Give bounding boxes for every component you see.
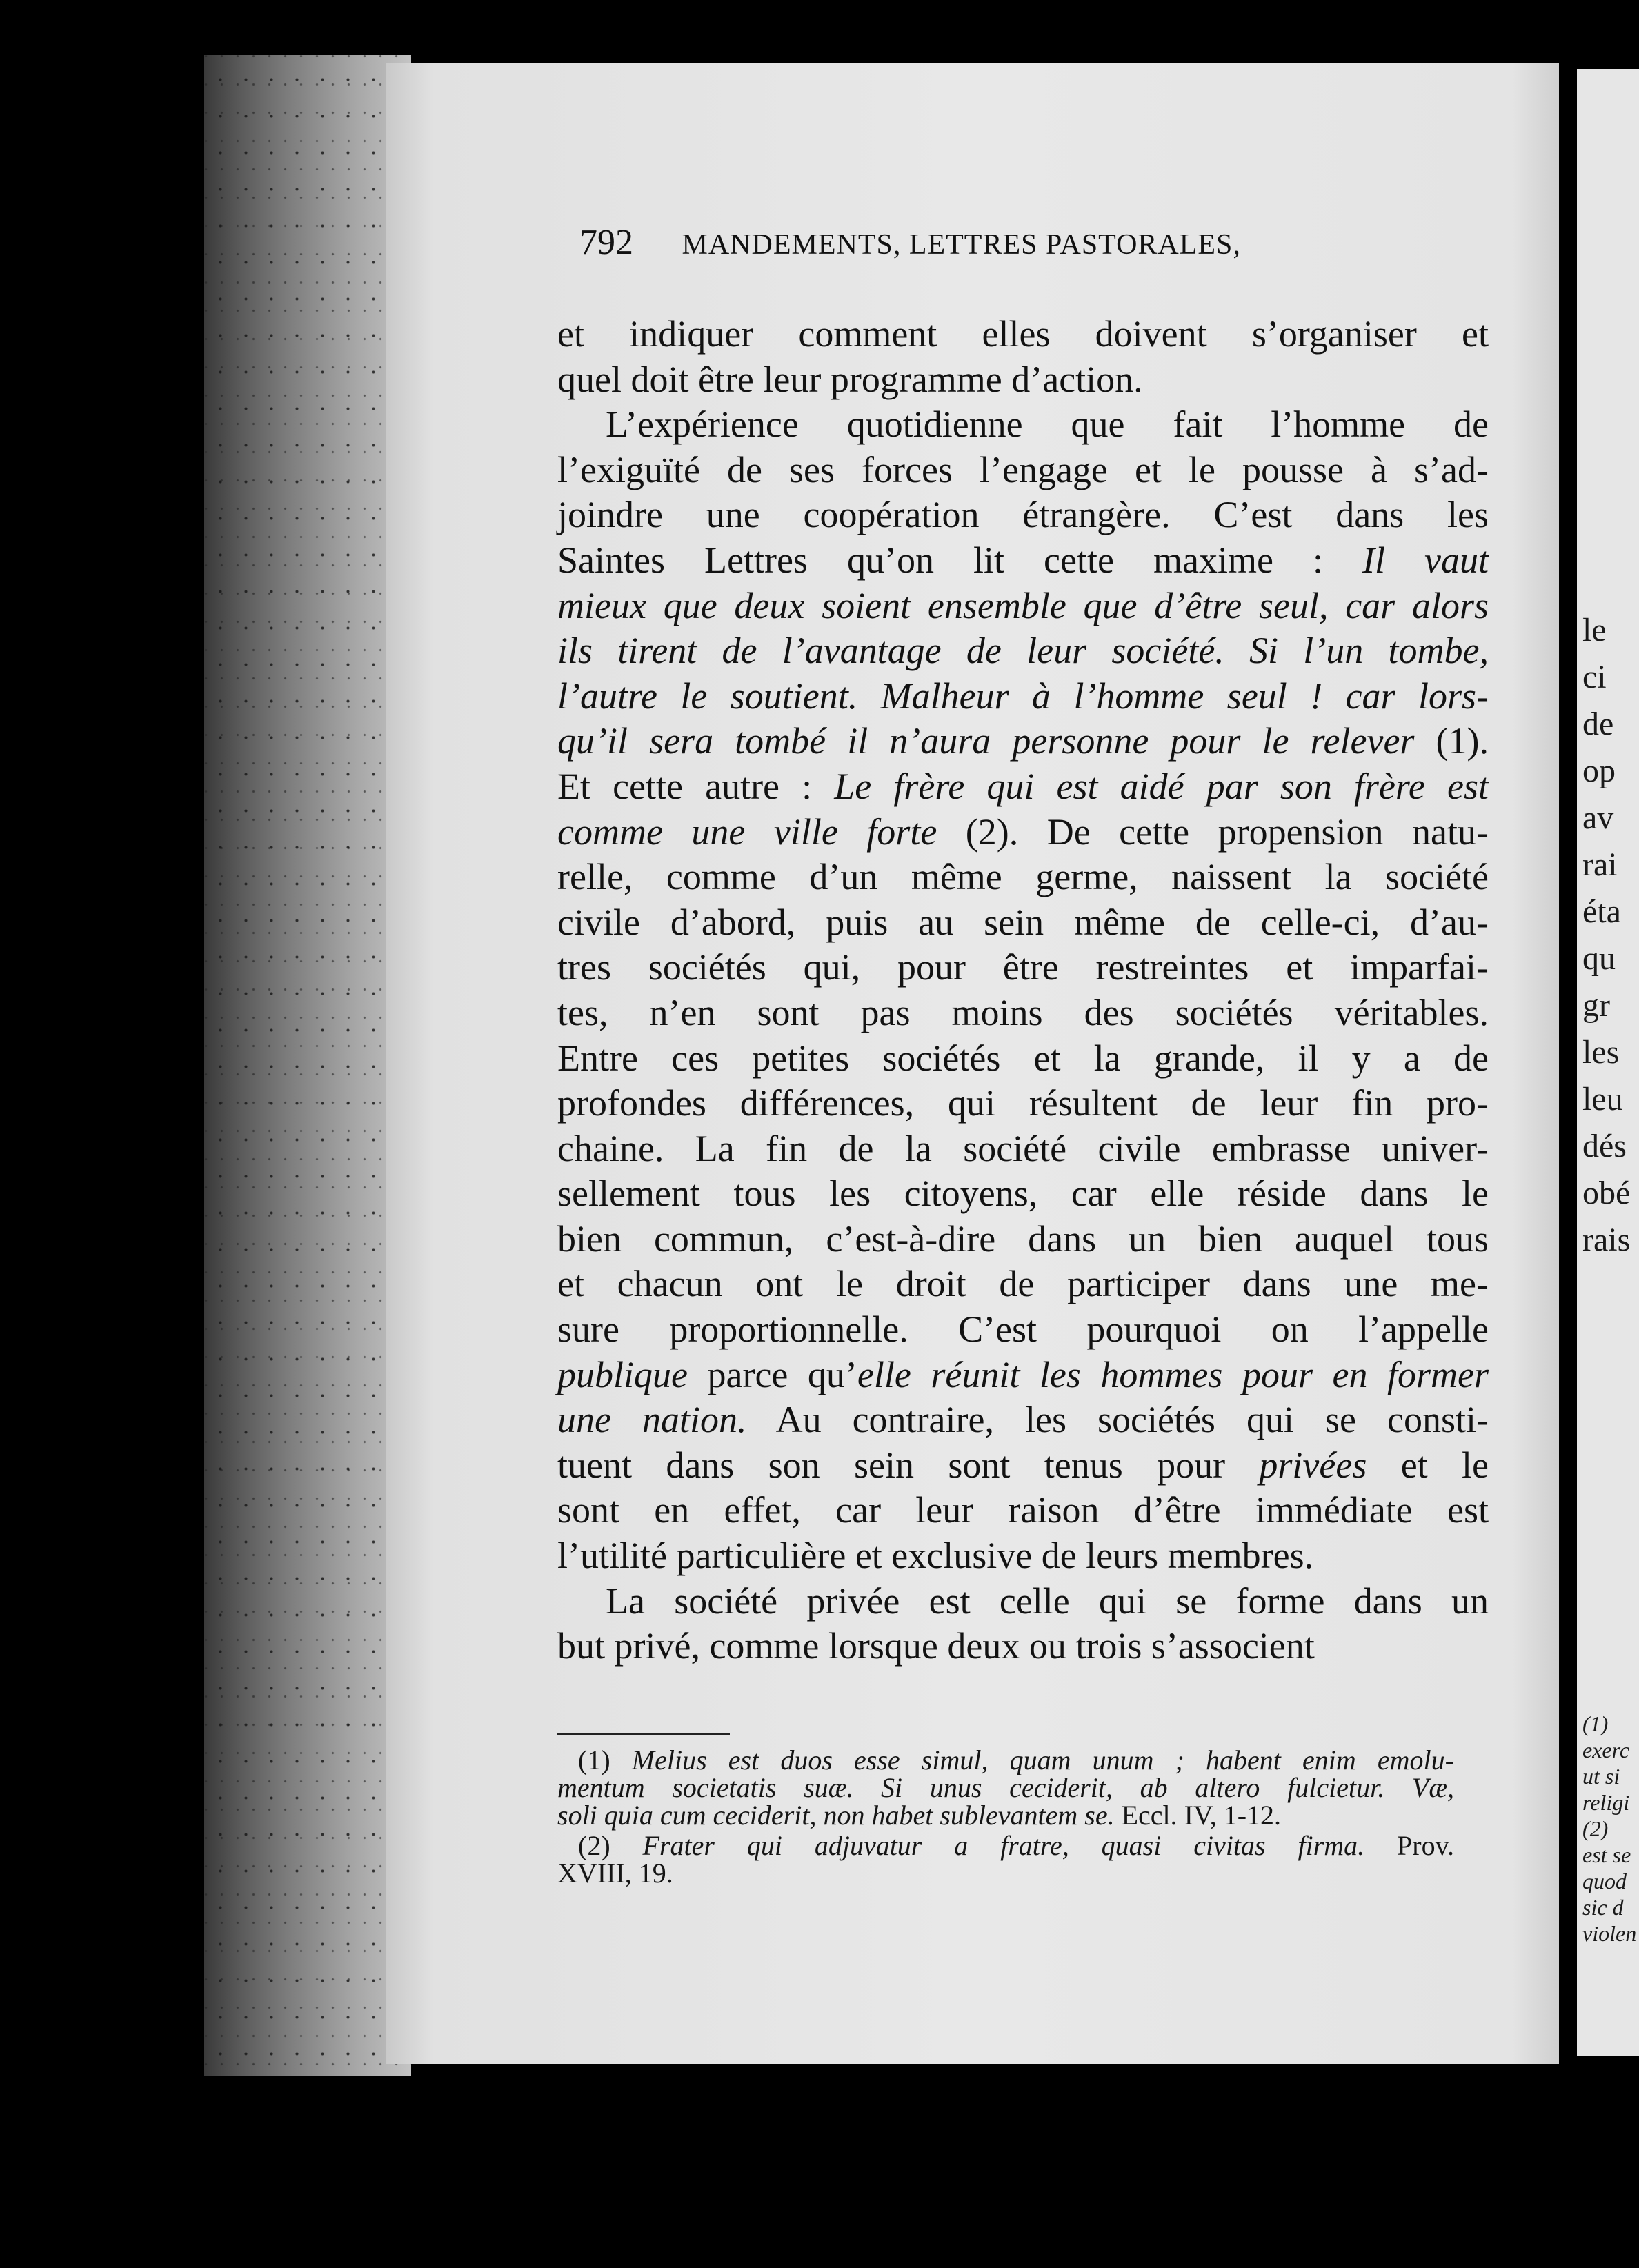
text-line xyxy=(557,1533,1489,1579)
text-line xyxy=(557,719,1489,764)
text-line xyxy=(557,1353,1489,1398)
next-page-note-fragment: est se xyxy=(1582,1842,1631,1867)
text-line xyxy=(557,584,1489,629)
next-page-word-fragment: dés xyxy=(1582,1128,1627,1164)
text-run: tes, n’en sont pas moins des sociétés véritables. xyxy=(557,991,1489,1033)
text-line xyxy=(557,1171,1489,1217)
next-page-note-fragment: religi xyxy=(1582,1790,1630,1815)
text-run: l’utilité particulière et exclusive de leurs membres. xyxy=(557,1535,1314,1577)
text-line xyxy=(557,1217,1489,1262)
italic-text: elle réunit les hommes pour en former xyxy=(857,1353,1489,1395)
running-head xyxy=(579,222,1387,263)
text-line xyxy=(557,312,1489,357)
text-run: Au contraire, les sociétés qui se consti- xyxy=(746,1399,1489,1441)
text-run: parce qu’ xyxy=(687,1353,857,1395)
text-run: Eccl. IV, 1-12. xyxy=(1114,1800,1282,1831)
text-run: profondes différences, qui résultent de leur fin pro- xyxy=(557,1082,1489,1124)
text-line xyxy=(557,810,1489,855)
text-run: Saintes Lettres qu’on lit cette maxime : xyxy=(557,539,1362,581)
text-run: relle, comme d’un même germe, naissent la société xyxy=(557,856,1489,898)
italic-text: privées xyxy=(1259,1444,1367,1486)
text-run: La société privée est celle qui se forme dans un xyxy=(606,1580,1489,1622)
text-run: quel doit être leur programme d’action. xyxy=(557,358,1143,400)
text-run: civile d’abord, puis au sein même de celle-ci, d’au- xyxy=(557,901,1489,943)
text-line xyxy=(557,1488,1489,1533)
next-page-body-fragment xyxy=(1582,607,1630,1264)
text-line xyxy=(557,357,1489,403)
next-page-note-fragment: sic d xyxy=(1582,1895,1624,1920)
text-run: l’exiguïté de ses forces l’engage et le pousse à s’ad- xyxy=(557,448,1489,490)
text-line xyxy=(557,538,1489,584)
text-line xyxy=(557,1397,1489,1443)
text-line xyxy=(557,402,1489,448)
footnote-line xyxy=(557,1860,1454,1887)
text-run: (1) xyxy=(578,1744,632,1775)
next-page-note-fragment: violen xyxy=(1582,1921,1637,1946)
text-run: chaine. La fin de la société civile embrasse univer- xyxy=(557,1127,1489,1169)
italic-text: soli quia cum ceciderit, non habet sublevantem se. xyxy=(557,1800,1115,1831)
next-page-note-fragment: quod xyxy=(1582,1869,1627,1893)
body-text xyxy=(557,312,1489,1669)
text-run: Et cette autre : xyxy=(557,765,835,807)
text-run: et le xyxy=(1367,1444,1489,1486)
footnote-line xyxy=(557,1832,1454,1860)
text-line xyxy=(557,1262,1489,1307)
next-page-word-fragment: rais xyxy=(1582,1222,1631,1258)
footnote-line xyxy=(557,1802,1454,1829)
next-page-word-fragment: av xyxy=(1582,799,1614,836)
text-line xyxy=(557,1307,1489,1353)
text-run: et indiquer comment elles doivent s’organiser et xyxy=(557,313,1489,355)
text-line xyxy=(557,1624,1489,1669)
text-run: sont en effet, car leur raison d’être immédiate est xyxy=(557,1489,1489,1531)
text-run: tres sociétés qui, pour être restreintes et imparfai- xyxy=(557,946,1489,988)
text-line xyxy=(557,764,1489,810)
text-run: Prov. xyxy=(1364,1830,1455,1861)
italic-text: comme une ville forte xyxy=(557,810,937,853)
text-line xyxy=(557,1443,1489,1489)
next-page-word-fragment: leu xyxy=(1582,1081,1623,1117)
next-page-fragment xyxy=(1577,69,1639,2056)
text-run: joindre une coopération étrangère. C’est dans les xyxy=(557,494,1489,536)
italic-text: une nation. xyxy=(557,1399,747,1441)
footnote-line xyxy=(557,1744,1454,1775)
next-page-word-fragment: gr xyxy=(1582,987,1610,1024)
next-page-word-fragment: de xyxy=(1582,706,1614,742)
text-run: L’expérience quotidienne que fait l’homme de xyxy=(606,404,1489,446)
text-run: Entre ces petites sociétés et la grande, il y a de xyxy=(557,1037,1489,1079)
text-line xyxy=(557,855,1489,900)
text-run: et chacun ont le droit de participer dans une me- xyxy=(557,1263,1489,1305)
text-run: (2). De cette propension natu- xyxy=(937,810,1489,853)
next-page-word-fragment: op xyxy=(1582,753,1616,789)
italic-text: Il vaut xyxy=(1362,539,1489,581)
text-line xyxy=(557,945,1489,991)
next-page-word-fragment: éta xyxy=(1582,893,1621,930)
italic-text: ils tirent de l’avantage de leur société. Si l’un tombe, xyxy=(557,630,1489,672)
next-page-note-fragment: (1) xyxy=(1582,1711,1609,1736)
next-page-footnote-fragment xyxy=(1582,1711,1636,1947)
text-line xyxy=(557,448,1489,493)
text-run: bien commun, c’est-à-dire dans un bien auquel tous xyxy=(557,1217,1489,1260)
italic-text: publique xyxy=(557,1353,688,1395)
next-page-note-fragment: (2) xyxy=(1582,1816,1609,1841)
footnote-rule xyxy=(557,1733,730,1735)
italic-text: qu’il sera tombé il n’aura personne pour le relever xyxy=(557,720,1415,762)
next-page-word-fragment: obé xyxy=(1582,1175,1631,1211)
italic-text: mieux que deux soient ensemble que d’être seul, car alors xyxy=(557,584,1489,626)
text-run: XVIII, 19. xyxy=(557,1858,673,1889)
footnotes xyxy=(557,1744,1455,1889)
italic-text: mentum societatis suæ. Si unus ceciderit, ab altero fulcietur. Væ, xyxy=(557,1772,1454,1803)
italic-text: l’autre le soutient. Malheur à l’homme seul ! car lors- xyxy=(557,675,1489,717)
book-page-edge xyxy=(204,55,411,2076)
text-line xyxy=(557,1126,1489,1172)
text-line xyxy=(557,1579,1489,1624)
text-run: (1). xyxy=(1414,720,1489,762)
next-page-note-fragment: ut si xyxy=(1582,1764,1620,1789)
page-number: 792 xyxy=(579,223,633,262)
text-run: (2) xyxy=(578,1830,643,1861)
text-line xyxy=(557,900,1489,946)
italic-text: Frater qui adjuvatur a fratre, quasi civitas firma. xyxy=(642,1830,1365,1861)
footnote-line xyxy=(557,1774,1454,1802)
next-page-word-fragment: ci xyxy=(1582,659,1607,695)
text-line xyxy=(557,628,1489,674)
next-page-word-fragment: qu xyxy=(1582,940,1616,977)
running-head-title: MANDEMENTS, LETTRES PASTORALES, xyxy=(682,229,1241,261)
text-run: sure proportionnelle. C’est pourquoi on l’appelle xyxy=(557,1309,1489,1351)
next-page-word-fragment: rai xyxy=(1582,846,1618,883)
next-page-note-fragment: exerc xyxy=(1582,1738,1630,1762)
text-line xyxy=(557,1036,1489,1082)
italic-text: Le frère qui est aidé par son frère est xyxy=(834,765,1489,807)
text-line xyxy=(557,991,1489,1036)
italic-text: Melius est duos esse simul, quam unum ; habent enim emolu- xyxy=(631,1744,1454,1775)
next-page-word-fragment: les xyxy=(1582,1034,1620,1071)
text-run: tuent dans son sein sont tenus pour xyxy=(557,1444,1260,1486)
text-line xyxy=(557,493,1489,538)
text-line xyxy=(557,1081,1489,1126)
text-line xyxy=(557,674,1489,719)
next-page-word-fragment: le xyxy=(1582,612,1607,648)
text-run: but privé, comme lorsque deux ou trois s’associent xyxy=(557,1625,1315,1667)
text-run: sellement tous les citoyens, car elle réside dans le xyxy=(557,1173,1489,1215)
